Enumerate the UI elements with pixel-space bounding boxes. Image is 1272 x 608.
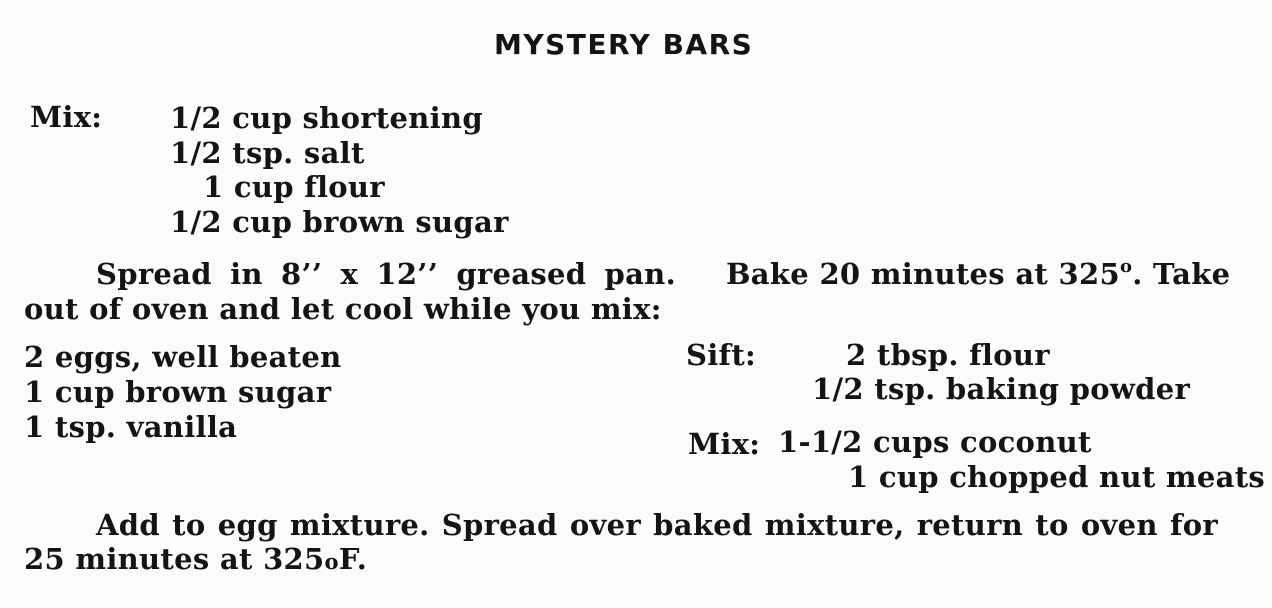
word: Spread xyxy=(96,257,212,291)
second-mix-item: 1-1/2 cups coconut xyxy=(778,425,1092,459)
egg-mix-item: 2 eggs, well beaten xyxy=(24,340,342,374)
first-mix-item: 1/2 tsp. salt xyxy=(170,136,365,170)
step1-bake-text xyxy=(726,257,1230,291)
word: x xyxy=(340,257,359,291)
step2-line2 xyxy=(24,542,367,579)
egg-mix-item: 1 cup brown sugar xyxy=(24,375,332,409)
step1-line2: out of oven and let cool while you mix: xyxy=(24,292,662,326)
degree-mark: o xyxy=(1119,256,1133,277)
sift-item: 2 tbsp. flour xyxy=(846,338,1050,372)
first-mix-item: 1 cup flour xyxy=(203,170,385,204)
degree-mark: o xyxy=(324,549,339,574)
step2-line1-text: Add to egg mixture. Spread over baked mixture, return to oven for xyxy=(96,508,1218,542)
egg-mix-item: 1 tsp. vanilla xyxy=(24,410,238,444)
step1-first-words xyxy=(96,257,676,291)
first-mix-item: 1/2 cup brown sugar xyxy=(170,205,509,239)
word: 8’’ xyxy=(281,257,323,291)
word: in xyxy=(230,257,263,291)
second-mix-label: Mix: xyxy=(688,427,761,461)
word: pan. xyxy=(604,257,676,291)
word: greased xyxy=(456,257,587,291)
first-mix-item: 1/2 cup shortening xyxy=(170,101,483,135)
temperature-unit: F. xyxy=(338,542,368,576)
recipe-title: MYSTERY BARS xyxy=(494,28,754,61)
bake-time-2: 25 minutes at 325 xyxy=(24,542,325,576)
take-text: . Take xyxy=(1132,257,1231,291)
word: 12’’ xyxy=(376,257,439,291)
sift-label: Sift: xyxy=(686,338,757,372)
sift-item: 1/2 tsp. baking powder xyxy=(812,372,1191,406)
first-mix-label: Mix: xyxy=(30,100,103,134)
bake-time: Bake 20 minutes at 325 xyxy=(726,257,1120,291)
step2-line1 xyxy=(96,508,1218,542)
second-mix-item: 1 cup chopped nut meats xyxy=(848,460,1266,494)
